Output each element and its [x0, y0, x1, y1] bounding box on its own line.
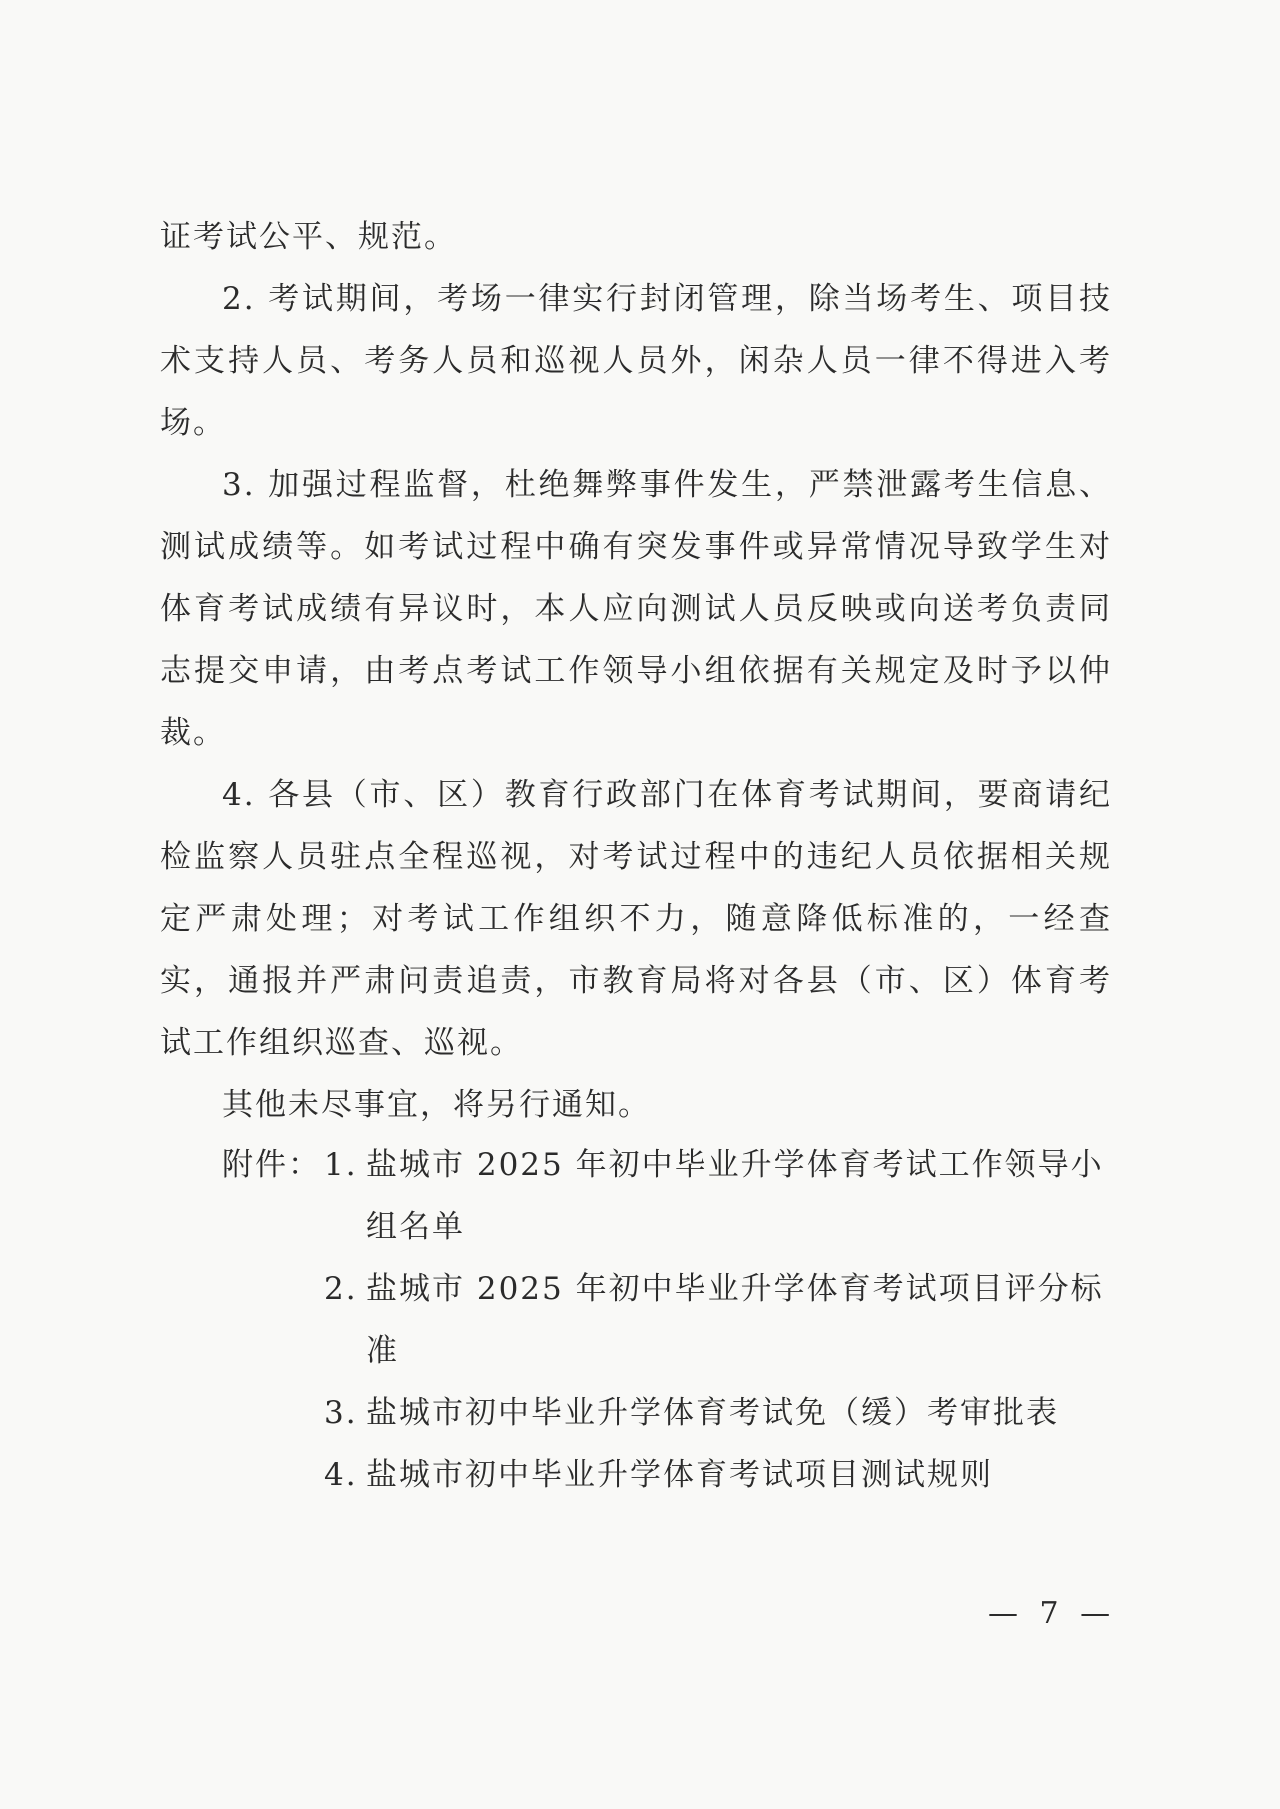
paragraph-item-3: 3. 加强过程监督，杜绝舞弊事件发生，严禁泄露考生信息、测试成绩等。如考试过程中确有突发事件或异常情况导致学生对体育考试成绩有异议时，本人应向测试人员反映或向送考负责同志提交申请，由考点考试工作领导小组依据有关规定及时予以仲裁。: [160, 467, 1112, 751]
attachment-number: 1.: [324, 1147, 358, 1183]
attachment-item: [222, 1258, 1112, 1382]
body-text: [160, 206, 1112, 1136]
attachment-title: 盐城市初中毕业升学体育考试项目测试规则: [366, 1457, 993, 1493]
attachment-title: 盐城市 2025 年初中毕业升学体育考试项目评分标准: [366, 1271, 1104, 1369]
paragraph-continuation: 证考试公平、规范。: [160, 219, 457, 255]
paragraph-item-2: 2. 考试期间，考场一律实行封闭管理，除当场考生、项目技术支持人员、考务人员和巡视人员外，闲杂人员一律不得进入考场。: [160, 281, 1112, 441]
attachment-number: 2.: [324, 1271, 358, 1307]
attachment-item: [222, 1382, 1112, 1444]
attachment-title: 盐城市初中毕业升学体育考试免（缓）考审批表: [366, 1395, 1059, 1431]
page-number: — 7 —: [988, 1596, 1117, 1631]
attachments-list: [222, 1134, 1112, 1506]
attachment-title: 盐城市 2025 年初中毕业升学体育考试工作领导小组名单: [366, 1147, 1104, 1245]
paragraph-closing: 其他未尽事宜，将另行通知。: [222, 1087, 651, 1123]
attachment-number: 4.: [324, 1457, 358, 1493]
attachment-number: 3.: [324, 1395, 358, 1431]
attachment-item: [222, 1134, 1112, 1258]
paragraph-item-4: 4. 各县（市、区）教育行政部门在体育考试期间，要商请纪检监察人员驻点全程巡视，对考试过程中的违纪人员依据相关规定严肃处理；对考试工作组织不力，随意降低标准的，一经查实，通报并严肃问责追责，市教育局将对各县（市、区）体育考试工作组织巡查、巡视。: [160, 777, 1112, 1061]
attachments-label: 附件：: [222, 1147, 321, 1183]
attachment-item: [222, 1444, 1112, 1506]
